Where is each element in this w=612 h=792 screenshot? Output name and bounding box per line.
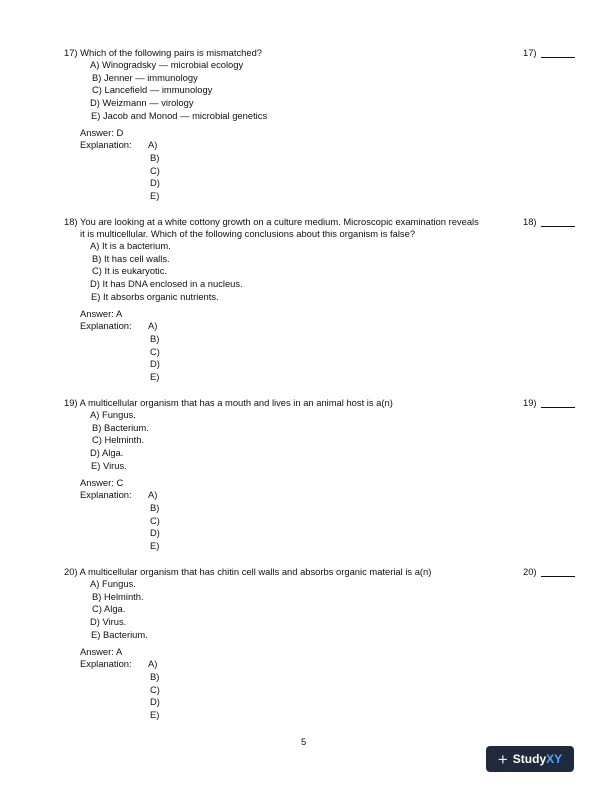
question-number: 18) [64,216,78,227]
option: D) Alga. [90,447,124,459]
explanation-letter: D) [150,527,160,539]
explanation-letter: A) [148,658,158,670]
answer-line: Answer: A [80,645,123,657]
option: E) Virus. [91,459,127,471]
logo-text-accent: XY [546,752,563,766]
answer-blank-number: 20) [523,566,537,577]
question-text: A multicellular organism that has chitin cell walls and absorbs organic material is a(n) [79,566,432,577]
option: B) Helminth. [92,590,144,602]
explanation-letter: A) [148,489,158,501]
answer-line: Answer: D [80,126,124,138]
explanation-letter: A) [148,320,158,332]
explanation-letter: E) [150,709,160,721]
answer-blank-number: 17) [523,47,537,58]
explanation-label: Explanation: [80,320,132,332]
option: E) Jacob and Monod — microbial genetics [91,109,268,121]
explanation-letter: C) [150,514,160,526]
question-text: Which of the following pairs is mismatched? [80,47,263,58]
question-stem [64,47,514,59]
option: A) It is a bacterium. [90,240,171,251]
answer-blank-number: 18) [523,216,537,227]
logo-text [513,752,562,766]
page-number: 5 [301,736,307,747]
answer-blank-line [541,576,575,577]
option: D) Weizmann — virology [90,97,194,109]
explanation [64,489,584,552]
option: D) It has DNA enclosed in a nucleus. [90,278,243,290]
option: C) Helminth. [92,434,145,446]
question-stem [64,397,514,409]
question-number: 17) [64,47,78,58]
options-list [64,240,584,304]
question-19 [64,397,584,552]
explanation-letter: B) [150,670,160,682]
explanation-letters [148,658,160,722]
explanation-letter: B) [150,151,160,163]
explanation-letter: A) [148,139,158,151]
option: E) Bacterium. [91,628,148,640]
explanation-letter: B) [150,501,160,513]
option: B) Jenner — immunology [92,71,198,83]
options-list [64,409,584,473]
question-stem [64,566,514,578]
explanation-letter: B) [150,332,160,344]
option: A) Fungus. [90,578,136,589]
option: D) Virus. [90,616,127,628]
answer-blank-line [541,57,575,58]
option: A) Fungus. [90,409,136,420]
explanation-letter: C) [150,345,160,357]
question-20 [64,566,584,721]
explanation-letter: D) [150,358,160,370]
explanation [64,139,584,202]
question-17 [64,47,584,202]
question-stem [64,216,514,240]
question-text: You are looking at a white cottony growth on a culture medium. Microscopic examination reveals [80,216,479,227]
option: B) Bacterium. [92,421,149,433]
explanation-label: Explanation: [80,489,132,501]
plus-icon: + [497,749,508,769]
explanation-letter: E) [150,540,160,552]
explanation-label: Explanation: [80,139,132,151]
option: C) It is eukaryotic. [92,265,168,277]
explanation-letter: E) [150,371,160,383]
options-list [64,59,584,123]
explanation [64,320,584,383]
answer-line: Answer: C [80,476,124,488]
answer-blank-line [541,407,575,408]
explanation-letters [148,489,160,553]
question-text-continued: it is multicellular. Which of the following conclusions about this organism is false? [80,228,416,239]
explanation-letter: C) [150,164,160,176]
option: C) Lancefield — immunology [92,84,213,96]
logo-text-main: Study [512,752,547,766]
options-list [64,578,584,642]
option: B) It has cell walls. [92,252,170,264]
explanation [64,658,584,721]
question-text: A multicellular organism that has a mouth and lives in an animal host is a(n) [79,397,393,408]
answer-blank-number: 19) [523,397,537,408]
explanation-label: Explanation: [80,658,132,670]
answer-line: Answer: A [80,307,123,319]
explanation-letters [148,139,160,203]
question-number: 19) [64,397,78,408]
explanation-letters [148,320,160,384]
option: E) It absorbs organic nutrients. [91,290,219,302]
answer-blank-line [541,226,575,227]
option: C) Alga. [92,603,126,615]
explanation-letter: D) [150,696,160,708]
explanation-letter: C) [150,683,160,695]
studyxy-logo[interactable] [486,746,574,772]
explanation-letter: D) [150,177,160,189]
question-18 [64,216,584,383]
explanation-letter: E) [150,190,160,202]
question-number: 20) [64,566,78,577]
option: A) Winogradsky — microbial ecology [90,59,244,70]
